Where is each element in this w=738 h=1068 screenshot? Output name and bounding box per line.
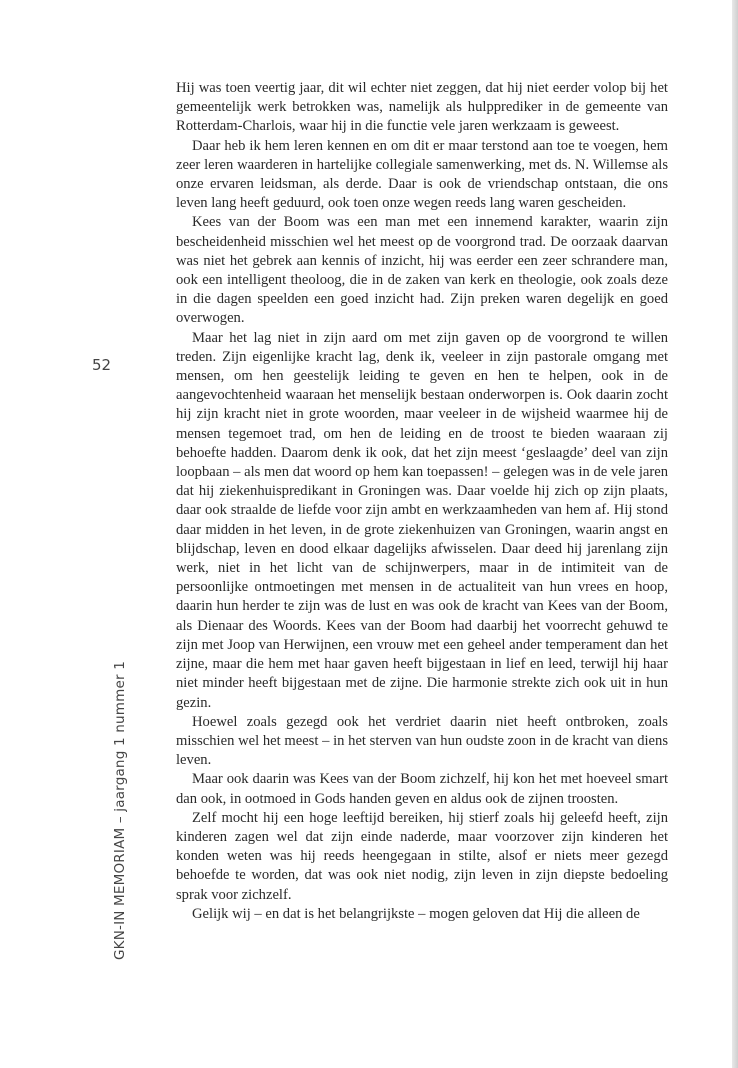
running-head: GKN-IN MEMORIAM – jaargang 1 nummer 1 [112,661,128,960]
paragraph: Maar het lag niet in zijn aard om met zijn gaven op de voorgrond te willen treden. Zijn eigenlijke kracht lag, denk ik, veeleer in zijn pastorale omgang met mensen, om hen geestelijk leiding te geven en hen te helpen, ook in de aangevochtenheid waaraan het menselijk bestaan onderworpen is. Ook daarin zocht hij zijn kracht niet in grote woorden, maar veeleer in de wijsheid waarmee hij de mensen tegemoet trad, om hen de leiding en de troost te bieden waaraan zij behoefte hadden. Daarom denk ik ook, dat het zijn meest ‘geslaagde’ deel van zijn loopbaan – als men dat woord op hem kan toepassen! – gelegen was in de vele jaren dat hij ziekenhuispredikant in Groningen was. Daar voelde hij zich op zijn plaats, daar ook straalde de liefde voor zijn ambt en werkzaamheden van hem af. Hij stond daar midden in het leven, in de grote ziekenhuizen van Groningen, waarin angst en blijdschap, leven en dood elkaar dagelijks afwisselen. Daar deed hij jarenlang zijn werk, niet in het licht van de schijnwerpers, maar in de intimiteit van de persoonlijke ontmoetingen met mensen in de actualiteit van hun vrees en hoop, daarin hun herder te zijn was de lust en was ook de kracht van Kees van der Boom, als Dienaar des Woords. Kees van der Boom had daarbij het voorrecht gehuwd te zijn met Joop van Herwijnen, een vrouw met een geheel ander temperament dan het zijne, maar die hem met haar gaven heeft bijgestaan in lief en leed, terwijl hij haar niet minder heeft bijgestaan met de zijne. Die harmonie strekte zich ook uit in hun gezin. [176,329,668,711]
paragraph: Maar ook daarin was Kees van der Boom zichzelf, hij kon het met hoeveel smart dan ook, in ootmoed in Gods handen geven en aldus ook de zijnen troosten. [176,771,668,807]
paragraph: Zelf mocht hij een hoge leeftijd bereiken, hij stierf zoals hij geleefd heeft, zijn kinderen zagen wel dat zijn einde naderde, maar voorzover zijn kinderen het konden weten was hij reeds heengegaan in stilte, alsof er niets meer gezegd behoefde te worden, dat was ook niet nodig, zijn leven in zijn diepste bedoeling sprak voor zichzelf. [176,809,668,903]
page-edge [732,0,738,1068]
paragraph: Kees van der Boom was een man met een innemend karakter, waarin zijn bescheidenheid misschien wel het meest op de voorgrond trad. De oorzaak daarvan was niet het gebrek aan kennis of inzicht, hij was eerder een zeer schrandere man, ook een intelligent theoloog, die in de zaken van kerk en theologie, ook zoals deze in die dagen speelden een goed inzicht had. Zijn preken waren degelijk en goed overwogen. [176,214,668,327]
paragraph: Hij was toen veertig jaar, dit wil echter niet zeggen, dat hij niet eerder volop bij het gemeentelijk werk betrokken was, namelijk als hulpprediker in de gemeente van Rotterdam-Charlois, waar hij in die functie vele jaren werkzaam is geweest. [176,80,668,135]
paragraph: Gelijk wij – en dat is het belangrijkste – mogen geloven dat Hij die alleen de [192,905,640,922]
paragraph: Hoewel zoals gezegd ook het verdriet daarin niet heeft ontbroken, zoals misschien wel het meest – in het sterven van hun oudste zoon in de kracht van diens leven. [176,713,668,769]
paragraph: Daar heb ik hem leren kennen en om dit er maar terstond aan toe te voegen, hem zeer leren waarderen in hartelijke collegiale samenwerking, met ds. N. Willemse als onze ervaren leidsman, als derde. Daar is ook de vriendschap ontstaan, die ons leven lang heeft geduurd, ook toen onze wegen reeds lang waren gescheiden. [176,137,668,212]
page-number: 52 [92,356,112,374]
body-text [176,79,668,924]
